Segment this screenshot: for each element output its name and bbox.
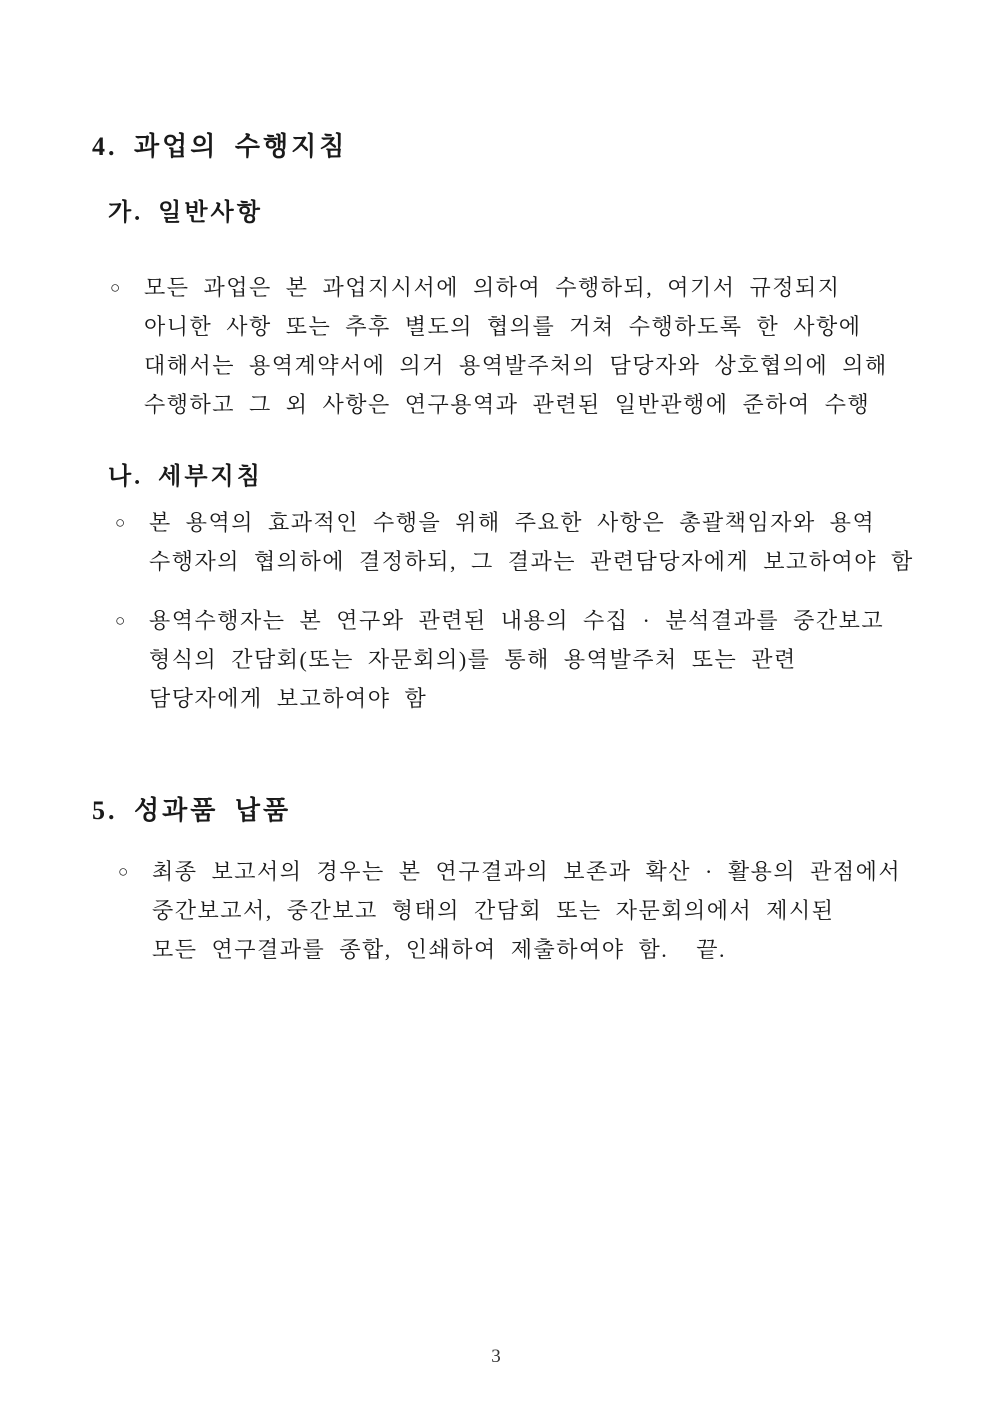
paragraph-line: 중간보고서, 중간보고 형태의 간담회 또는 자문회의에서 제시된 [152, 898, 835, 923]
page-number: 3 [491, 1346, 501, 1367]
paragraph-line: 수행하고 그 외 사항은 연구용역과 관련된 일반관행에 준하여 수행 [144, 392, 871, 417]
paragraph-text [152, 852, 938, 969]
bullet-paragraph-1 [110, 268, 930, 424]
paragraph-line: 담당자에게 보고하여야 함 [149, 686, 428, 711]
circle-bullet-icon: ○ [115, 611, 126, 630]
paragraph-line: 모든 연구결과를 종합, 인쇄하여 제출하여야 함. 끝. [152, 937, 727, 962]
subsection-heading-ga: 가. 일반사항 [108, 200, 263, 226]
paragraph-line: 용역수행자는 본 연구와 관련된 내용의 수집 · 분석결과를 중간보고 [149, 608, 885, 633]
paragraph-line: 대해서는 용역계약서에 의거 용역발주처의 담당자와 상호협의에 의해 [144, 353, 888, 378]
paragraph-line: 모든 과업은 본 과업지시서에 의하여 수행하되, 여기서 규정되지 [144, 275, 841, 300]
circle-bullet-icon: ○ [110, 278, 121, 297]
paragraph-line: 본 용역의 효과적인 수행을 위해 주요한 사항은 총괄책임자와 용역 [149, 510, 876, 535]
paragraph-line: 아니한 사항 또는 추후 별도의 협의를 거쳐 수행하도록 한 사항에 [144, 314, 862, 339]
paragraph-text [149, 601, 935, 718]
circle-bullet-icon: ○ [118, 862, 129, 881]
paragraph-line: 수행자의 협의하에 결정하되, 그 결과는 관련담당자에게 보고하여야 함 [149, 549, 914, 574]
paragraph-line: 최종 보고서의 경우는 본 연구결과의 보존과 확산 · 활용의 관점에서 [152, 859, 902, 884]
bullet-paragraph-2 [115, 503, 935, 581]
circle-bullet-icon: ○ [115, 513, 126, 532]
bullet-paragraph-3 [115, 601, 935, 718]
paragraph-line: 형식의 간담회(또는 자문회의)를 통해 용역발주처 또는 관련 [149, 647, 797, 672]
section-heading-5: 5. 성과품 납품 [92, 796, 292, 825]
paragraph-text [144, 268, 930, 424]
paragraph-text [149, 503, 935, 581]
bullet-paragraph-4 [118, 852, 938, 969]
section-heading-4: 4. 과업의 수행지침 [92, 132, 348, 161]
subsection-heading-na: 나. 세부지침 [108, 464, 263, 490]
